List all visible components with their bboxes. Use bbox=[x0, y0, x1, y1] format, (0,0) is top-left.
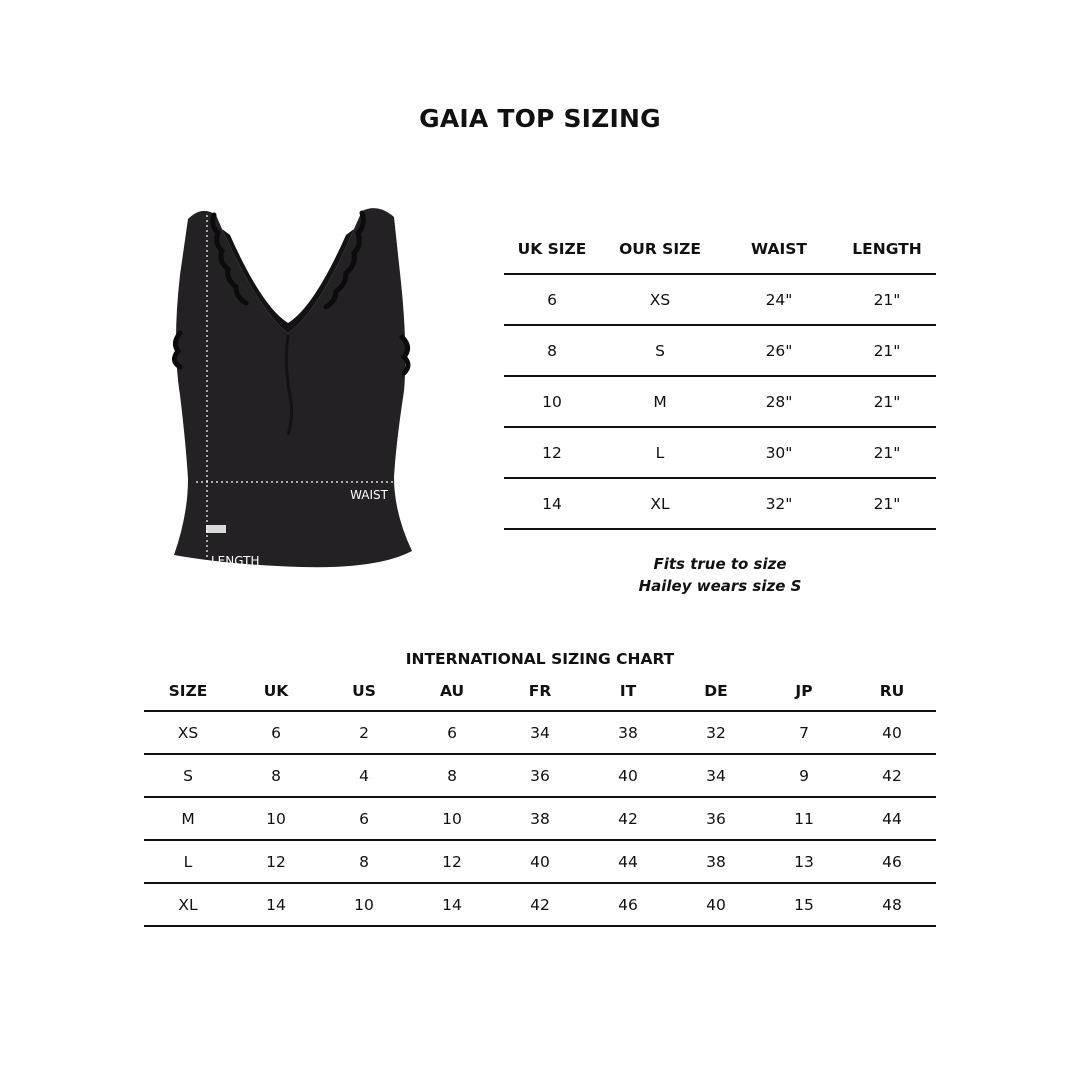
table-cell: 9 bbox=[760, 754, 848, 797]
waist-cell: 26" bbox=[720, 325, 838, 376]
hem-tag bbox=[206, 525, 226, 533]
waist-label: WAIST bbox=[350, 488, 388, 502]
table-cell: 38 bbox=[584, 711, 672, 754]
size-table-header-row bbox=[504, 224, 936, 274]
table-row bbox=[504, 478, 936, 529]
table-row bbox=[504, 427, 936, 478]
table-cell: XL bbox=[144, 883, 232, 926]
table-cell: 8 bbox=[320, 840, 408, 883]
header-length: LENGTH bbox=[838, 224, 936, 274]
waist-cell: 28" bbox=[720, 376, 838, 427]
header-fr: FR bbox=[496, 672, 584, 711]
uk-size-cell: 8 bbox=[504, 325, 600, 376]
table-row bbox=[504, 325, 936, 376]
table-cell: L bbox=[144, 840, 232, 883]
table-cell: 15 bbox=[760, 883, 848, 926]
uk-size-cell: 10 bbox=[504, 376, 600, 427]
table-cell: 34 bbox=[672, 754, 760, 797]
our-size-cell: XL bbox=[600, 478, 720, 529]
table-cell: 34 bbox=[496, 711, 584, 754]
table-cell: 40 bbox=[848, 711, 936, 754]
table-cell: M bbox=[144, 797, 232, 840]
table-cell: 46 bbox=[584, 883, 672, 926]
table-cell: 40 bbox=[584, 754, 672, 797]
table-cell: 10 bbox=[320, 883, 408, 926]
table-cell: 6 bbox=[408, 711, 496, 754]
table-cell: 38 bbox=[496, 797, 584, 840]
fit-note-line-2: Hailey wears size S bbox=[638, 577, 802, 595]
header-jp: JP bbox=[760, 672, 848, 711]
size-table bbox=[504, 224, 936, 530]
waist-cell: 24" bbox=[720, 274, 838, 325]
our-size-cell: M bbox=[600, 376, 720, 427]
table-cell: 8 bbox=[232, 754, 320, 797]
table-cell: 12 bbox=[408, 840, 496, 883]
table-cell: 6 bbox=[232, 711, 320, 754]
table-cell: 42 bbox=[584, 797, 672, 840]
table-cell: 6 bbox=[320, 797, 408, 840]
length-label: LENGTH bbox=[211, 554, 260, 568]
fit-note bbox=[600, 553, 840, 597]
header-ru: RU bbox=[848, 672, 936, 711]
table-cell: 12 bbox=[232, 840, 320, 883]
waist-cell: 30" bbox=[720, 427, 838, 478]
table-cell: 4 bbox=[320, 754, 408, 797]
table-cell: 32 bbox=[672, 711, 760, 754]
table-cell: S bbox=[144, 754, 232, 797]
table-cell: 13 bbox=[760, 840, 848, 883]
length-cell: 21" bbox=[838, 427, 936, 478]
table-cell: 42 bbox=[496, 883, 584, 926]
table-cell: 10 bbox=[408, 797, 496, 840]
header-us: US bbox=[320, 672, 408, 711]
table-row bbox=[504, 274, 936, 325]
length-cell: 21" bbox=[838, 274, 936, 325]
table-row bbox=[144, 840, 936, 883]
table-cell: 14 bbox=[232, 883, 320, 926]
table-cell: 8 bbox=[408, 754, 496, 797]
header-our-size: OUR SIZE bbox=[600, 224, 720, 274]
table-cell: 7 bbox=[760, 711, 848, 754]
table-cell: 10 bbox=[232, 797, 320, 840]
page-title: GAIA TOP SIZING bbox=[419, 104, 661, 133]
header-uk-size: UK SIZE bbox=[504, 224, 600, 274]
table-cell: 11 bbox=[760, 797, 848, 840]
header-it: IT bbox=[584, 672, 672, 711]
our-size-cell: S bbox=[600, 325, 720, 376]
uk-size-cell: 6 bbox=[504, 274, 600, 325]
header-au: AU bbox=[408, 672, 496, 711]
table-cell: 44 bbox=[848, 797, 936, 840]
our-size-cell: L bbox=[600, 427, 720, 478]
table-cell: 36 bbox=[672, 797, 760, 840]
table-row bbox=[504, 376, 936, 427]
waist-cell: 32" bbox=[720, 478, 838, 529]
length-cell: 21" bbox=[838, 325, 936, 376]
international-size-table bbox=[144, 672, 936, 927]
international-chart-title: INTERNATIONAL SIZING CHART bbox=[405, 650, 675, 668]
length-cell: 21" bbox=[838, 478, 936, 529]
table-cell: 40 bbox=[496, 840, 584, 883]
table-cell: XS bbox=[144, 711, 232, 754]
header-de: DE bbox=[672, 672, 760, 711]
table-cell: 40 bbox=[672, 883, 760, 926]
garment-illustration bbox=[150, 195, 430, 595]
table-row bbox=[144, 797, 936, 840]
uk-size-cell: 12 bbox=[504, 427, 600, 478]
our-size-cell: XS bbox=[600, 274, 720, 325]
table-row bbox=[144, 711, 936, 754]
header-uk: UK bbox=[232, 672, 320, 711]
tank-top-icon bbox=[150, 195, 430, 595]
table-cell: 2 bbox=[320, 711, 408, 754]
uk-size-cell: 14 bbox=[504, 478, 600, 529]
intl-header-row bbox=[144, 672, 936, 711]
header-waist: WAIST bbox=[720, 224, 838, 274]
table-cell: 42 bbox=[848, 754, 936, 797]
table-cell: 36 bbox=[496, 754, 584, 797]
table-row bbox=[144, 754, 936, 797]
table-row bbox=[144, 883, 936, 926]
header-size: SIZE bbox=[144, 672, 232, 711]
fit-note-line-1: Fits true to size bbox=[653, 555, 787, 573]
table-cell: 14 bbox=[408, 883, 496, 926]
table-cell: 44 bbox=[584, 840, 672, 883]
table-cell: 46 bbox=[848, 840, 936, 883]
table-cell: 48 bbox=[848, 883, 936, 926]
table-cell: 38 bbox=[672, 840, 760, 883]
top-body-shape bbox=[174, 208, 412, 567]
length-cell: 21" bbox=[838, 376, 936, 427]
